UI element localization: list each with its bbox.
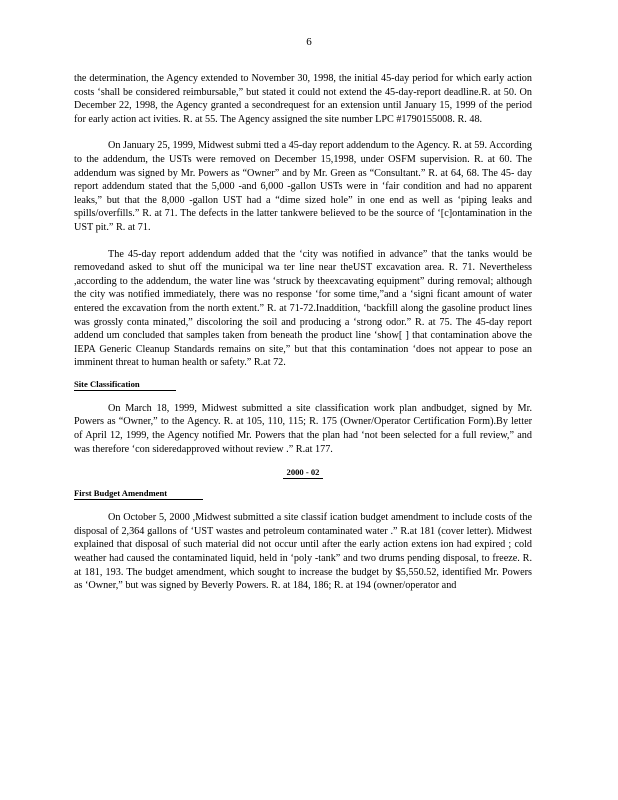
paragraph-budget-amendment: On October 5, 2000 ,Midwest submitted a site classif ication budget amendment to include costs of the disposal of 2,364 gallons of ‘UST wastes and petroleum contaminated water .” R.at 181 (cover letter). Midwest explained that disposal of such material did not occur until after the early action extens ion had expired ; cold weather had caused the contaminated liquid, held in ‘poly -tank” and two drums pending disposal, to freeze. R. at 181, 193. The budget amendment, which sought to increase the budget by $5,550.52, identified Mr. Powers as ‘Owner,” but was signed by Beverly Powers. R. at 184, 186; R. at 194 (owner/operator and [74, 512, 532, 592]
heading-first-budget-amendment [74, 487, 532, 500]
heading-year-range-text: 2000 - 02 [283, 466, 324, 479]
heading-site-classification [74, 378, 532, 391]
paragraph-45-day-addendum: On January 25, 1999, Midwest submi tted a 45-day report addendum to the Agency. R. at 59. According to the addendum, the USTs were removed on December 15,1998, under OSFM supervision. R. at 60. The addendum was signed by Mr. Powers as “Owner” and by Mr. Green as “Consultant.” R. at 64, 68. The 45- day report addendum stated that the 5,000 -and 6,000 -gallon USTs were in ‘fair condition and had no apparent leaks,” but that the 8,000 -gallon UST had a “dime sized hole” in one end as well as ‘piping leaks and spills/overfills.” R. at 71. The defects in the latter tankwere believed to be the source of ‘[c]ontamination in the UST pit.” R. at 71. [74, 140, 532, 233]
heading-first-budget-amendment-text: First Budget Amendment [74, 487, 203, 500]
document-body [74, 72, 532, 593]
paragraph-city-notification: The 45-day report addendum added that the ‘city was notified in advance” that the tanks would be removedand asked to shut off the municipal wa ter line near theUST excavation area. R. 71. Nevertheless ,according to the addendum, the water line was ‘struck by theexcavating equipment” during removal; although the city was notified immediately, there was no response ‘for some time,”and a ‘signi ficant amount of water entered the excavation from the north extent.” R. at 71-72.Inaddition, ‘backfill along the gasoline product lines was grossly conta minated,” discoloring the soil and producing a ‘strong odor.” R. at 75. The 45-day report addend um concluded that samples taken from beneath the product line ‘show[ ] that contamination above the IEPA Generic Cleanup Standards remains on site,” but that this contamination ‘does not appear to pose an imminent threat to human health or safety.” R.at 72. [74, 248, 532, 369]
heading-year-range [74, 466, 532, 479]
paragraph-site-classification: On March 18, 1999, Midwest submitted a site classification work plan andbudget, signed by Mr. Powers as “Owner,” to the Agency. R. at 105, 110, 115; R. 175 (Owner/Operator Certification Form).By letter of April 12, 1999, the Agency notified Mr. Powers that the plan had ‘not been selected for a full review,” and was therefore ‘con sideredapproved without review .” R.at 177. [74, 402, 532, 455]
heading-site-classification-text: Site Classification [74, 378, 176, 391]
page-number: 6 [306, 36, 312, 48]
paragraph-determination: the determination, the Agency extended to November 30, 1998, the initial 45-day period for which early action costs ‘shall be considered reimbursable,” but stated it could not extend the 45-day-report deadline.R. at 50. On December 22, 1998, the Agency granted a secondrequest for an extension until January 15, 1999 of the period for early action act ivities. R. at 55. The Agency assigned the site number LPC #1790155008. R. 48. [74, 73, 532, 125]
